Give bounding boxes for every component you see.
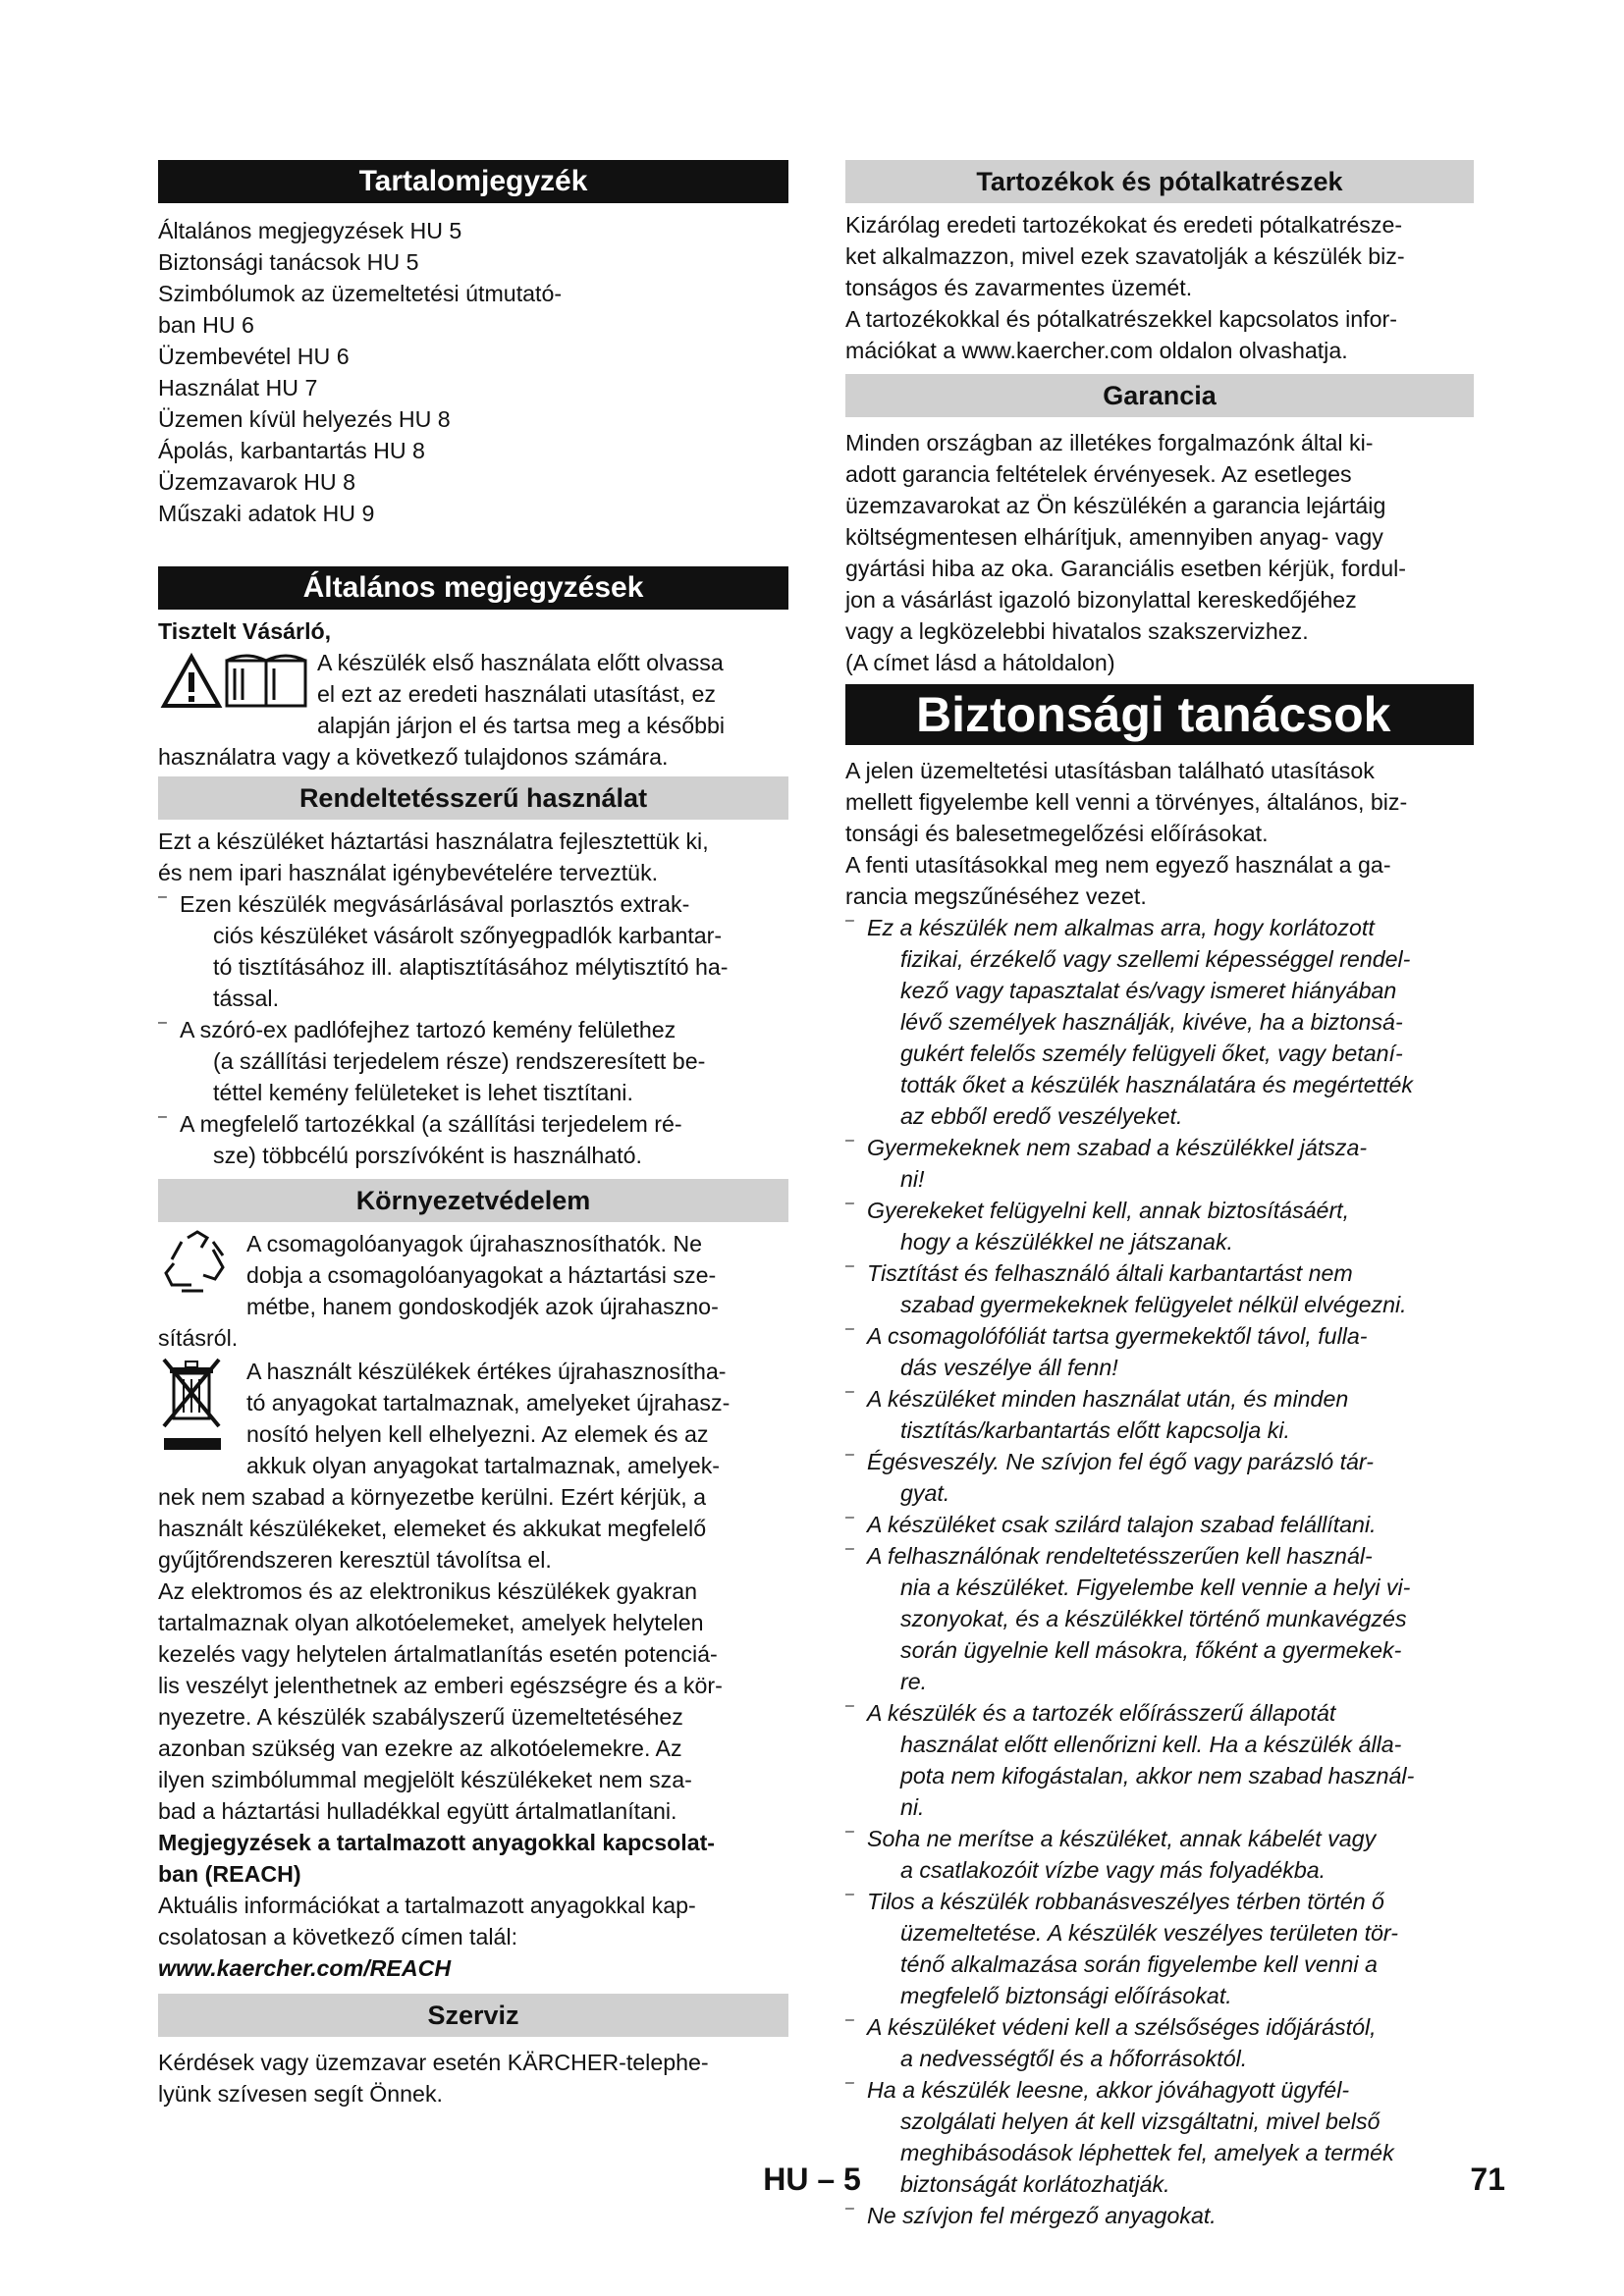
text-line: szabad gyermekeknek felügyelet nélkül elvégezni. [900,1292,1407,1317]
text-line: és nem ipari használat igénybevételére terveztük. [158,860,659,885]
reach-link[interactable]: www.kaercher.com/REACH [158,1955,452,1981]
reach-heading: ban (REACH) [158,1861,301,1887]
service-heading: Szerviz [158,1994,788,2037]
text-line: tással. [213,986,280,1011]
text-line: A csomagolófóliát tartsa gyermekektől távol, fulla- [867,1323,1368,1349]
text-line: üzemzavarokat az Ön készülékén a garancia lejártáig [845,493,1386,518]
page-number: 71 [1470,2162,1505,2197]
safety-list-item [845,2011,1474,2074]
dash-bullet: – [845,1886,854,1902]
text-line: szolgálati helyen át kell vizsgáltatni, mivel belső [900,2109,1380,2134]
text-line: gukért felelős személy felügyeli őket, vagy betaní- [900,1041,1403,1066]
text-line: szonyokat, és a készülékkel történő munkavégzés [900,1606,1407,1631]
text-line: nosító helyen kell elhelyezni. Az elemek és az [246,1421,709,1447]
toc-item[interactable]: Általános megjegyzések HU 5 [158,218,462,243]
recycling-icon-box [158,1228,246,1322]
text-line: hogy a készülékkel ne játszanak. [900,1229,1233,1255]
intended-use-heading: Rendeltetésszerű használat [158,776,788,820]
safety-list-item [845,1446,1474,1509]
text-line: Kizárólag eredeti tartozékokat és eredeti pótalkatrésze- [845,212,1403,238]
text-line: jon a vásárlást igazoló bizonylattal kereskedőjéhez [845,587,1357,613]
safety-list-item [845,1195,1474,1257]
text-line: költségmentesen elhárítjuk, amennyiben anyag- vagy [845,524,1383,550]
dash-bullet: – [845,2011,854,2028]
warranty-heading: Garancia [845,374,1474,417]
safety-list-item [845,1697,1474,1823]
intro-line: A készülék első használata előtt olvassa [317,650,724,675]
text-line: Ha a készülék leesne, akkor jóváhagyott ügyfél- [867,2077,1350,2103]
text-line: ilyen szimbólummal megjelölt készülékeket nem sza- [158,1767,692,1792]
text-line: kező vagy tapasztalat és/vagy ismeret hiányában [900,978,1397,1003]
text-line: A használt készülékek értékes újrahasznosítha- [246,1359,727,1384]
dash-bullet: – [845,2200,854,2216]
text-line: lévő személyek használják, kivéve, ha a biztonsá- [900,1009,1403,1035]
text-line: ket alkalmazzon, mivel ezek szavatolják a készülék biz- [845,243,1405,269]
text-line: fizikai, érzékelő vagy szellemi képességgel rendel- [900,946,1411,972]
text-line: dobja a csomagolóanyagokat a háztartási sze- [246,1262,717,1288]
text-line: nia a készüléket. Figyelembe kell vennie a helyi vi- [900,1575,1411,1600]
text-line: A jelen üzemeltetési utasításban található utasítások [845,758,1375,783]
text-line: a csatlakozóit vízbe vagy más folyadékba. [900,1857,1326,1883]
safety-list-item [845,2200,1474,2231]
text-line: Kérdések vagy üzemzavar esetén KÄRCHER-telephe- [158,2050,709,2075]
toc-item[interactable]: ban HU 6 [158,312,254,338]
safety-list-item [845,1540,1474,1697]
toc-item[interactable]: Üzembevétel HU 6 [158,344,350,369]
intro-block [158,647,788,741]
safety-heading: Biztonsági tanácsok [845,684,1474,745]
dash-bullet: – [845,912,854,929]
safety-list-item [845,1132,1474,1195]
toc-item[interactable]: Biztonsági tanácsok HU 5 [158,249,419,275]
safety-list-item [845,1320,1474,1383]
text-line: ni! [900,1166,925,1192]
text-line: meghibásodások léphettek fel, amelyek a termék [900,2140,1394,2165]
intro-line: használatra vagy a következő tulajdonos számára. [158,744,669,770]
text-line: tó tisztításához ill. alaptisztításához mélytisztító ha- [213,954,729,980]
text-line: Gyermekeknek nem szabad a készülékkel játsza- [867,1135,1368,1160]
toc-item[interactable]: Ápolás, karbantartás HU 8 [158,438,425,463]
text-line: tisztítás/karbantartás előtt kapcsolja ki. [900,1417,1290,1443]
text-line: mellett figyelembe kell venni a törvényes, általános, biz- [845,789,1408,815]
text-line: csolatosan a következő címen talál: [158,1924,518,1949]
dash-bullet: – [845,1540,854,1557]
text-line: használt készülékeket, elemeket és akkukat megfelelő [158,1516,707,1541]
recycling-icon [158,1228,237,1297]
text-line: Az elektromos és az elektronikus készülékek gyakran [158,1578,698,1604]
text-line: sze) többcélú porszívóként is használható. [213,1143,642,1168]
text-line: A készüléket minden használat után, és minden [867,1386,1349,1412]
packaging-block [158,1228,788,1322]
dash-bullet: – [845,1697,854,1714]
text-line: kezelés vagy helytelen ártalmatlanítás esetén potenciá- [158,1641,718,1667]
text-line: ténő alkalmazása során figyelembe kell venni a [900,1951,1378,1977]
text-line: A készüléket védeni kell a szélsőséges időjárástól, [867,2014,1377,2040]
service-text [158,2047,788,2109]
accessories-heading: Tartozékok és pótalkatrészek [845,160,1474,203]
text-line: Soha ne merítse a készüléket, annak kábelét vagy [867,1826,1377,1851]
text-line: gyűjtőrendszeren keresztül távolítsa el. [158,1547,552,1573]
text-line: üzemeltetése. A készülék veszélyes területen tör- [900,1920,1398,1946]
text-line: Ezen készülék megvásárlásával porlasztós extrak- [180,891,690,917]
text-line: tonsági és balesetmegelőzési előírásokat. [845,821,1269,846]
safety-list-item [845,912,1474,1132]
dash-bullet: – [845,1383,854,1400]
page-label: HU – 5 [763,2162,861,2197]
accessories-text [845,209,1474,366]
text-line: Tisztítást és felhasználó általi karbantartást nem [867,1260,1353,1286]
text-line: A felhasználónak rendeltetésszerűen kell használ- [867,1543,1373,1569]
text-line: Ezt a készüléket háztartási használatra fejlesztettük ki, [158,828,709,854]
text-line: Minden országban az illetékes forgalmazónk által ki- [845,430,1374,455]
text-line: Égésveszély. Ne szívjon fel égő vagy parázsló tár- [867,1449,1374,1474]
text-line: tó anyagokat tartalmaznak, amelyeket újrahasz- [246,1390,731,1415]
dash-bullet: – [845,1446,854,1463]
safety-intro [845,755,1474,912]
text-line: A fenti utasításokkal meg nem egyező használat a ga- [845,852,1391,878]
text-line: (a szállítási terjedelem része) rendszeresített be- [213,1048,706,1074]
toc-item[interactable]: Szimbólumok az üzemeltetési útmutató- [158,281,563,306]
weee-icon-box [158,1356,246,1481]
intended-use-text [158,826,788,1171]
dash-bullet: – [845,2074,854,2091]
text-line: rancia megszűnéséhez vezet. [845,883,1147,909]
text-line: vagy a legközelebbi hivatalos szakszervizhez. [845,618,1309,644]
text-line: akkuk olyan anyagokat tartalmaznak, amelyek- [246,1453,721,1478]
text-line: A szóró-ex padlófejhez tartozó kemény felülethez [180,1017,677,1042]
list-item: – Ezen készülék megvásárlásával porlasztós extrak- ciós készüléket vásárolt szőnyegpadlók karbantar- tó tisztításához ill. alaptisztításához mélytisztító ha- tással. [158,888,788,1014]
dash-bullet: – [845,1257,854,1274]
left-column [158,160,788,2109]
text-line: Tilos a készülék robbanásveszélyes térben történ ő [867,1889,1384,1914]
safety-list-item [845,1257,1474,1320]
warning-book-icon [158,647,313,712]
dash-bullet: – [845,1509,854,1525]
text-line: dás veszélye áll fenn! [900,1355,1118,1380]
text-line: Ne szívjon fel mérgező anyagokat. [867,2203,1217,2228]
text-line: tonságos és zavarmentes üzemét. [845,275,1193,300]
text-line: használat előtt ellenőrizni kell. Ha a készülék álla- [900,1732,1402,1757]
text-line: Aktuális információkat a tartalmazott anyagokkal kap- [158,1893,696,1918]
general-heading: Általános megjegyzések [158,566,788,610]
text-line: nek nem szabad a környezetbe kerülni. Ezért kérjük, a [158,1484,707,1510]
text-line: gyat. [900,1480,950,1506]
text-line: nyezetre. A készülék szabályszerű üzemeltetéséhez [158,1704,683,1730]
text-line: adott garancia feltételek érvényesek. Az esetleges [845,461,1352,487]
warning-manual-icons [158,647,317,741]
reach-heading: Megjegyzések a tartalmazott anyagokkal kapcsolat- [158,1830,716,1855]
text-line: azonban szükség van ezekre az alkotóelemekre. Az [158,1735,682,1761]
text-line: ni. [900,1794,925,1820]
text-line: biztonságát korlátozhatják. [900,2171,1170,2197]
crossed-bin-icon [158,1356,227,1454]
text-line: (A címet lásd a hátoldalon) [845,650,1115,675]
toc-item[interactable]: Műszaki adatok HU 9 [158,501,375,526]
intro-line: alapján járjon el és tartsa meg a későbbi [317,713,726,738]
list-item: – A szóró-ex padlófejhez tartozó kemény felülethez (a szállítási terjedelem része) rendszeresített be- téttel kemény felületeket is lehet tisztítani. [158,1014,788,1108]
salutation: Tisztelt Vásárló, [158,618,332,644]
text-line: mációkat a www.kaercher.com oldalon olvashatja. [845,338,1348,363]
dash-bullet: – [845,1320,854,1337]
safety-list-item [845,1383,1474,1446]
dash-bullet: – [845,1823,854,1840]
text-line: során ügyelnie kell másokra, főként a gyermekek- [900,1637,1402,1663]
text-line: A készüléket csak szilárd talajon szabad felállítani. [867,1512,1377,1537]
text-line: lis veszélyt jelenthetnek az emberi egészségre és a kör- [158,1673,723,1698]
environment-heading: Környezetvédelem [158,1179,788,1222]
right-column [845,160,1474,2231]
list-item: – A megfelelő tartozékkal (a szállítási terjedelem ré- sze) többcélú porszívóként is használható. [158,1108,788,1171]
text-line: métbe, hanem gondoskodjék azok újrahaszno- [246,1294,719,1319]
toc-heading: Tartalomjegyzék [158,160,788,203]
text-line: A készülék és a tartozék előírásszerű állapotát [867,1700,1336,1726]
text-line: a nedvességtől és a hőforrásoktól. [900,2046,1248,2071]
toc-item[interactable]: Üzemzavarok HU 8 [158,469,356,495]
text-line: Gyerekeket felügyelni kell, annak biztosításáért, [867,1198,1350,1223]
dash-bullet: – [845,1195,854,1211]
text-line: re. [900,1669,928,1694]
safety-list-item [845,1509,1474,1540]
text-line: megfelelő biztonsági előírásokat. [900,1983,1232,2008]
safety-list-item [845,1886,1474,2011]
text-line: sításról. [158,1325,239,1351]
safety-list [845,912,1474,2231]
text-line: téttel kemény felületeket is lehet tisztítani. [213,1080,633,1105]
text-line: tották őket a készülék használatára és megértették [900,1072,1414,1097]
weee-block [158,1356,788,1481]
text-line: Ez a készülék nem alkalmas arra, hogy korlátozott [867,915,1375,940]
text-line: A tartozékokkal és pótalkatrészekkel kapcsolatos infor- [845,306,1397,332]
safety-list-item [845,1823,1474,1886]
intro-line: el ezt az eredeti használati utasítást, ez [317,681,717,707]
text-line: ciós készüléket vásárolt szőnyegpadlók karbantar- [213,923,723,948]
text-line: bad a háztartási hulladékkal együtt ártalmatlanítani. [158,1798,677,1824]
toc-list [158,215,788,529]
text-line: A csomagolóanyagok újrahasznosíthatók. Ne [246,1231,703,1256]
dash-bullet: – [845,1132,854,1148]
text-line: tartalmaznak olyan alkotóelemeket, amelyek helytelen [158,1610,704,1635]
toc-item[interactable]: Használat HU 7 [158,375,318,400]
text-line: gyártási hiba az oka. Garanciális esetben kérjük, fordul- [845,556,1406,581]
text-line: pota nem kifogástalan, akkor nem szabad használ- [900,1763,1415,1789]
warranty-text [845,427,1474,678]
text-line: lyünk szívesen segít Önnek. [158,2081,443,2107]
text-line: az ebből eredő veszélyeket. [900,1103,1183,1129]
toc-item[interactable]: Üzemen kívül helyezés HU 8 [158,406,451,432]
text-line: A megfelelő tartozékkal (a szállítási terjedelem ré- [180,1111,682,1137]
